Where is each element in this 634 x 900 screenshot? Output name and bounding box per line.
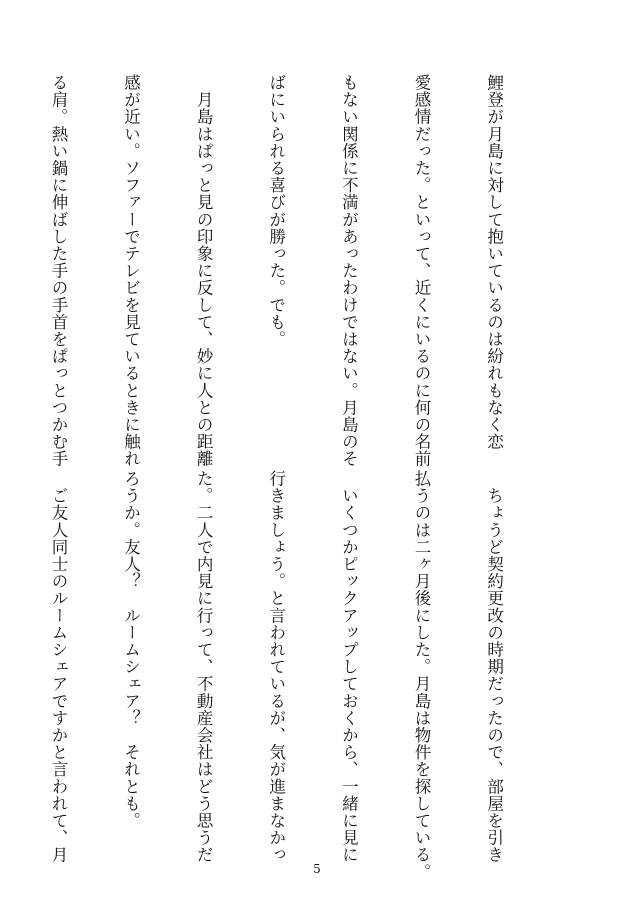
text-line: る肩。熱い鍋に伸ばした手の手首をぱっとつかむ手: [48, 74, 68, 468]
text-line: ろうか。友人？ ルームシェア？ それとも。: [121, 470, 141, 830]
text-line: 感が近い。ソファーでテレビを見ているときに触れ: [121, 74, 141, 468]
text-line: ばにいられる喜びが勝った。でも。: [266, 74, 286, 348]
text-line: 月島はぱっと見の印象に反して、妙に人との距離: [194, 74, 214, 468]
text-line: ご友人同士のルームシェアですかと言われて、月: [48, 470, 68, 864]
text-line: 鯉登が月島に対して抱いているのは紛れもなく恋: [484, 74, 504, 451]
text-line: た。二人で内見に行って、不動産会社はどう思うだ: [194, 470, 214, 864]
text-line: 行きましょう。と言われているが、気が進まなかっ: [266, 470, 286, 864]
text-line: 払うのは二ヶ月後にした。月島は物件を探している。: [411, 470, 431, 881]
text-line: もない関係に不満があったわけではない。月島のそ: [339, 74, 359, 468]
text-line: 愛感情だった。といって、近くにいるのに何の名前: [411, 74, 431, 468]
page-number: 5: [313, 862, 321, 876]
upper-text-block: [48, 74, 554, 468]
lower-text-block: [48, 470, 554, 881]
text-line: ちょうど契約更改の時期だったので、部屋を引き: [484, 470, 504, 864]
text-line: いくつかピックアップしておくから、一緒に見に: [339, 470, 359, 864]
